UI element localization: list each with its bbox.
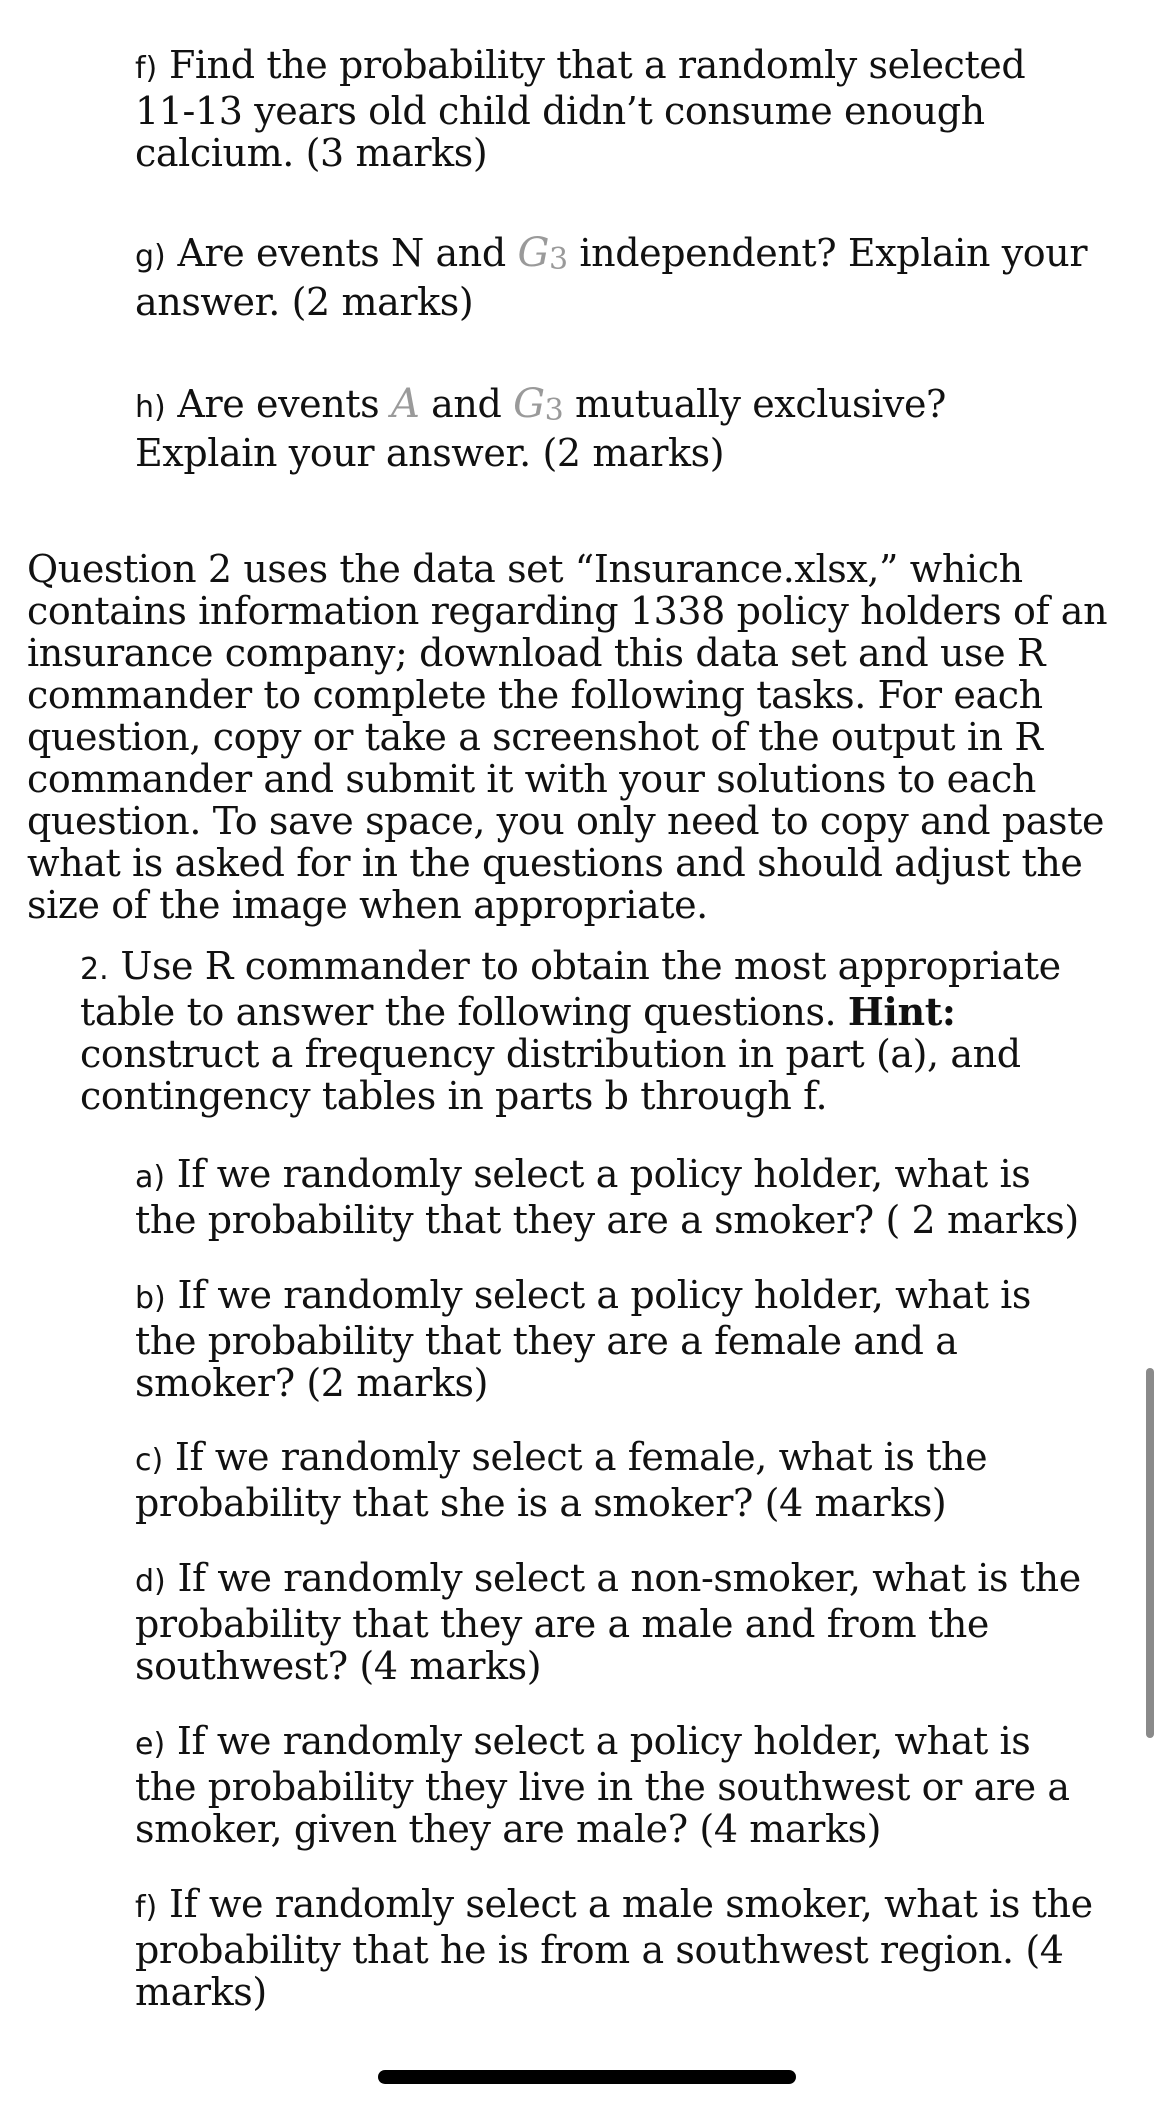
scrollbar[interactable]: [1146, 1368, 1154, 1738]
question-2-number: 2.: [80, 952, 109, 987]
q2-part-text: If we randomly select a policy holder, what is the probability they live in the southwest or are a smoker, given they are male? (4 marks): [135, 1719, 1070, 1851]
q2-part-label: c): [135, 1443, 164, 1478]
q2-part-text: If we randomly select a male smoker, what is the probability that he is from a southwest region. (4 marks): [135, 1882, 1093, 2014]
q2-part-text: If we randomly select a non-smoker, what is the probability that they are a male and from the southwest? (4 marks): [135, 1556, 1081, 1688]
q2-part-d: [135, 1557, 1095, 1687]
q2-part-text: If we randomly select a policy holder, what is the probability that they are a female and a smoker? (2 marks): [135, 1273, 1031, 1405]
q1-part-h-post: mutually exclusive? Explain your answer. (2 marks): [135, 382, 947, 475]
q1-part-g: [135, 232, 1095, 323]
g3-symbol: G3: [513, 381, 564, 428]
hint-label: Hint:: [847, 989, 956, 1034]
question-2-pre: Use R commander to obtain the most appropriate table to answer the following questions.: [80, 944, 1061, 1034]
q2-part-b: [135, 1274, 1095, 1404]
home-indicator[interactable]: [378, 2070, 796, 2084]
q2-part-text: If we randomly select a female, what is the probability that she is a smoker? (4 marks): [135, 1435, 988, 1525]
q1-part-f-label: f): [135, 51, 158, 86]
q2-part-f: [135, 1883, 1095, 2013]
q1-part-h-pre: Are events: [177, 382, 380, 426]
q2-part-label: d): [135, 1564, 166, 1599]
q2-part-label: b): [135, 1281, 166, 1316]
q1-part-h-mid: and: [431, 382, 502, 426]
g3-symbol: G3: [517, 230, 568, 277]
q1-part-f: [135, 44, 1095, 174]
q2-part-label: e): [135, 1727, 166, 1762]
q1-part-g-post: independent? Explain your answer. (2 marks): [135, 231, 1088, 324]
q2-part-label: f): [135, 1890, 158, 1925]
q2-part-text: If we randomly select a policy holder, what is the probability that they are a smoker? ( 2 marks): [135, 1152, 1079, 1242]
q1-part-h: [135, 383, 1095, 474]
q2-part-label: a): [135, 1160, 166, 1195]
question-2-post: construct a frequency distribution in part (a), and contingency tables in parts b through f.: [80, 1032, 1021, 1118]
q1-part-f-text: Find the probability that a randomly selected 11-13 years old child didn’t consume enough calcium. (3 marks): [135, 43, 1026, 175]
q1-part-g-pre: Are events N and: [177, 231, 506, 275]
q1-part-g-label: g): [135, 239, 166, 274]
a-symbol: A: [390, 381, 420, 427]
q1-part-h-label: h): [135, 390, 166, 425]
q2-part-c: [135, 1436, 1095, 1524]
q2-part-e: [135, 1720, 1095, 1850]
q2-part-a: [135, 1153, 1095, 1241]
question-2-intro: Question 2 uses the data set “Insurance.xlsx,” which contains information regarding 1338 policy holders of an insurance company; download this data set and use R commander to complete the following tasks. For each question, copy or take a screenshot of the output in R commander and submit it with your solutions to each question. To save space, you only need to copy and paste what is asked for in the questions and should adjust the size of the image when appropriate.: [27, 547, 1108, 927]
question-2-stem: [80, 945, 1120, 1117]
